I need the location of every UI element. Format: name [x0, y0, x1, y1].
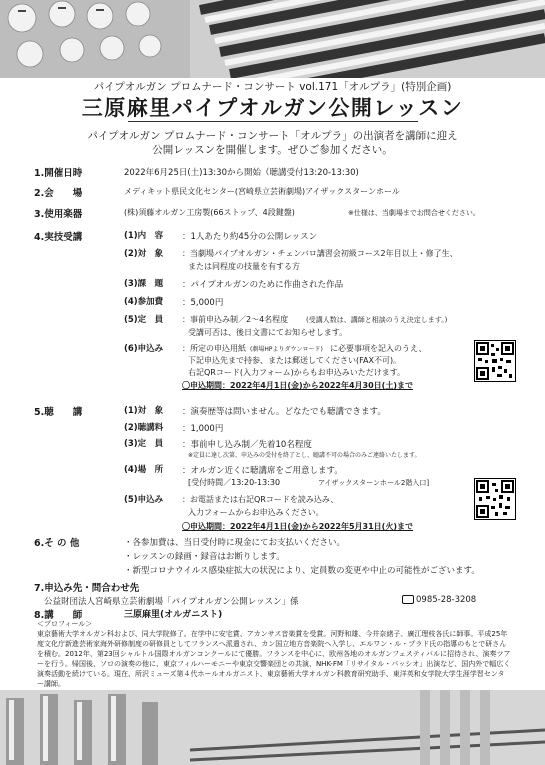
organ-console-photo-icon	[0, 690, 545, 765]
s5-r1-value: ：演奏歴等は問いません。どなたでも聴講できます。	[182, 407, 386, 417]
qr-code-audit-icon[interactable]	[474, 478, 516, 520]
s5-r4-value-2b: アイザックスターンホール2階入口]	[318, 479, 430, 487]
s4-r2-label: (2)対 象	[124, 249, 164, 259]
s5-r4-label: (4)場 所	[124, 465, 164, 475]
intro-line-2: 公開レッスンを開催します。ぜひご参加ください。	[152, 144, 393, 156]
profile-heading: ＜プロフィール＞	[37, 620, 93, 628]
s4-r5-label: (5)定 員	[124, 315, 164, 325]
profile-body: 東京藝術大学オルガン科および、同大学院修了。在学中に安宅賞、アカンサス音楽賞を受賞。河野和雄、今井奈緒子、廣江理枝各氏に師事。平成25年度文化庁新進芸術家海外研修制度の研修員としてフランスへ派遣され、カン国立地方音楽院へ入学し、エルワン・ル・プラド氏の指導のもとで研さんを積む。2012年、第23回シャルトル国際オルガンコンクールにて優勝。フランスを中心に、欧州各地のオルガンフェスティバルに招待され、演奏ツアーを行う。帰国後、ソロの演奏の他に、東京フィルハーモニーや東京交響楽団との共演、NHK-FM「リサイタル・パッシオ」出演など、国内外で幅広く演奏活動を続けている。現在、所沢ミューズ第４代ホールオルガニスト、東京藝術大学オルガン科教育研究助手、東洋英和女学院大学生涯学習センター講師。	[37, 630, 511, 688]
s4-r6-value-1: ：所定の申込用紙	[182, 344, 246, 353]
s4-r6-value-3: 右記QRコード(入力フォーム)からもお申込みいただけます。	[188, 368, 406, 377]
s7-tel[interactable]: 0985-28-3208	[416, 595, 477, 605]
instructor-profile	[37, 619, 511, 699]
s7-org: 公益財団法人宮崎県立芸術劇場「パイプオルガン公開レッスン」係	[44, 597, 299, 607]
s4-r5-small: (受講人数は、講師と相談のうえ決定します。)	[306, 316, 448, 324]
s5-r5-value-2: 入力フォームからお申込みください。	[188, 508, 324, 517]
s4-r3-label: (3)課 題	[124, 279, 164, 289]
section-5-label: 5.聴 講	[34, 407, 83, 418]
title-underline	[128, 121, 418, 122]
s4-r1-label: (1)内 容	[124, 231, 164, 241]
s4-application-period: 〇申込期間：2022年4月1日(金)から2022年4月30日(土)まで	[182, 381, 413, 390]
section-3-label: 3.使用楽器	[34, 209, 83, 220]
qr-code-lesson-icon[interactable]	[474, 340, 516, 382]
s6-bullet-1: ・各参加費は、当日受付時に現金にてお支払いください。	[124, 538, 346, 548]
phone-icon	[402, 595, 414, 604]
s4-r3-value: ：パイプオルガンのために作曲された作品	[182, 280, 344, 290]
s4-r5-value-1: ：事前申込み制／2～4名程度	[182, 315, 289, 324]
s6-bullet-3: ・新型コロナウイルス感染症拡大の状況により、定員数の変更や中止の可能性がございます。	[124, 566, 480, 576]
s4-r6-value-2: 下記申込先まで持参、または郵送してください(FAX不可)。	[188, 356, 402, 365]
s7-tel-wrap	[402, 595, 476, 605]
s5-r2-value: ：1,000円	[182, 424, 224, 434]
section-6-label: 6.そ の 他	[34, 538, 80, 549]
s4-r5-value-2: 受講可否は、後日文書にてお知らせします。	[188, 328, 348, 337]
s4-r4-label: (4)参加費	[124, 297, 164, 307]
s5-r3-label: (3)定 員	[124, 439, 164, 449]
s5-r3-value: ：事前申し込み制／先着10名程度	[182, 440, 312, 450]
section-8-label: 8.講 師	[34, 610, 83, 621]
section-1-value: 2022年6月25日(土)13:30から開始（聴講受付13:20-13:30)	[124, 168, 359, 178]
section-2-value: メディキット県民文化センター(宮崎県立芸術劇場)アイザックスターンホール	[124, 187, 400, 196]
section-7-label: 7.申込み先・問合わせ先	[34, 583, 140, 594]
subtitle: パイプオルガン プロムナード・コンサート vol.171「オルプラ」(特別企画)	[93, 81, 452, 93]
footer-photo	[0, 690, 545, 765]
section-2-label: 2.会 場	[34, 188, 83, 199]
section-3-note: ※仕様は、当劇場までお問合せください。	[348, 209, 480, 217]
s4-r6-label: (6)申込み	[124, 344, 164, 354]
s5-r5-value-1: ：お電話または右記QRコードを読み込み、	[182, 495, 339, 504]
s4-r2-value-1: ：当劇場パイプオルガン・チェンバロ講習会初級コース2年目以上・修了生、	[182, 249, 458, 258]
section-1-label: 1.開催日時	[34, 168, 83, 179]
s4-r6-small: (劇場HPよりダウンロード)	[250, 346, 323, 353]
s4-r6-value-1b: に必要事項を記入のうえ、	[330, 344, 427, 353]
s5-r3-note: ※定員に達し次第、申込みの受付を終了とし、聴講不可の場合のみご連絡いたします。	[188, 452, 421, 459]
s4-r4-value: ：5,000円	[182, 298, 224, 308]
intro-line-1: パイプオルガン プロムナード・コンサート「オルプラ」の出演者を講師に迎え	[87, 130, 458, 142]
s5-r4-value: ：オルガン近くに聴講席をご用意します。	[182, 466, 343, 476]
s5-r5-label: (5)申込み	[124, 495, 164, 505]
header-photo	[0, 0, 545, 78]
s5-application-period: 〇申込期間：2022年4月1日(金)から2022年5月31日(火)まで	[182, 522, 413, 531]
s4-r1-value: ：1人あたり約45分の公開レッスン	[182, 232, 318, 242]
organ-keyboard-photo-icon	[0, 0, 545, 78]
section-3-value: (株)須藤オルガン工房製(66ストップ、4段鍵盤)	[124, 208, 295, 217]
section-4-label: 4.実技受講	[34, 232, 83, 243]
s5-r4-value-2a: [受付時間／13:20-13:30	[188, 478, 281, 487]
page-title: 三原麻里パイプオルガン公開レッスン	[81, 96, 464, 120]
s5-r1-label: (1)対 象	[124, 406, 164, 416]
s5-r2-label: (2)聴講料	[124, 423, 164, 433]
instructor-name: 三原麻里(オルガニスト)	[124, 610, 223, 620]
s6-bullet-2: ・レッスンの録画・録音はお断りします。	[124, 552, 285, 562]
s4-r2-value-2: または同程度の技量を有する方	[188, 262, 300, 271]
